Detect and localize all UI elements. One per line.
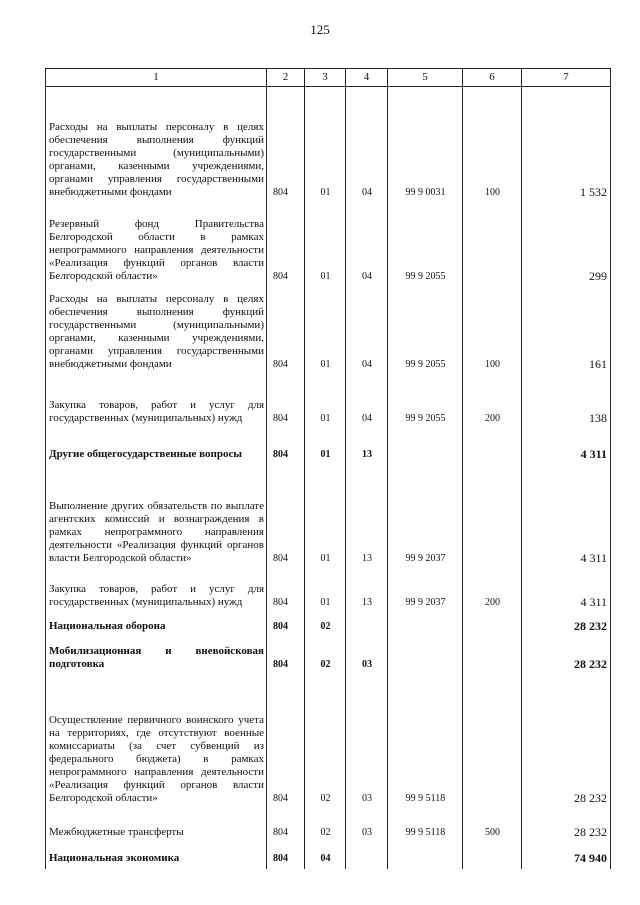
amount-cell: 28 232 — [522, 613, 611, 637]
row-name-cell: Закупка товаров, работ и услуг для государственных (муниципальных) нужд — [46, 375, 267, 429]
row-name-cell: Мобилизационная и вневойсковая подготовка — [46, 637, 267, 675]
subsection-code-cell: 04 — [346, 203, 388, 287]
expense-type-code-cell — [463, 675, 522, 809]
ved-code-cell: 804 — [267, 569, 305, 613]
table-row — [46, 569, 611, 613]
target-item-code-cell — [388, 843, 463, 869]
section-code-cell: 01 — [305, 569, 346, 613]
target-item-code-cell: 99 9 5118 — [388, 809, 463, 843]
header-cell: 2 — [267, 69, 305, 87]
ved-code-cell: 804 — [267, 203, 305, 287]
ved-code-cell: 804 — [267, 287, 305, 375]
ved-code-cell: 804 — [267, 843, 305, 869]
header-cell: 1 — [46, 69, 267, 87]
amount-cell: 161 — [522, 287, 611, 375]
row-name-cell: Осуществление первичного воинского учета на территориях, где отсутствуют военные комиссариаты (за счет субвенций из федерального бюджета) в рамках непрограммного направления деятельности «Реализация функций органов власти Белгородской области» — [46, 675, 267, 809]
row-name-cell: Резервный фонд Правительства Белгородской области в рамках непрограммного направления деятельности «Реализация функций органов власти Белгородской области» — [46, 203, 267, 287]
expense-type-code-cell: 200 — [463, 375, 522, 429]
amount-cell: 138 — [522, 375, 611, 429]
expense-type-code-cell: 200 — [463, 569, 522, 613]
section-code-cell: 01 — [305, 429, 346, 465]
header-cell: 3 — [305, 69, 346, 87]
subsection-code-cell — [346, 613, 388, 637]
expense-type-code-cell — [463, 465, 522, 569]
ved-code-cell: 804 — [267, 809, 305, 843]
subsection-code-cell: 03 — [346, 637, 388, 675]
subsection-code-cell: 03 — [346, 675, 388, 809]
row-name-cell: Выполнение других обязательств по выплате агентских комиссий и вознаграждения в рамках непрограммного направления деятельности «Реализация функций органов власти Белгородской области» — [46, 465, 267, 569]
expense-type-code-cell — [463, 429, 522, 465]
subsection-code-cell: 04 — [346, 87, 388, 203]
ved-code-cell: 804 — [267, 465, 305, 569]
ved-code-cell: 804 — [267, 375, 305, 429]
table-row — [46, 429, 611, 465]
subsection-code-cell: 13 — [346, 465, 388, 569]
expense-type-code-cell: 500 — [463, 809, 522, 843]
table-row — [46, 675, 611, 809]
subsection-code-cell — [346, 843, 388, 869]
row-name-cell: Расходы на выплаты персоналу в целях обеспечения выполнения функций государственными (муниципальными) органами, казенными учреждениями, органами управления государственными внебюджетными фондами — [46, 87, 267, 203]
expense-type-code-cell — [463, 203, 522, 287]
target-item-code-cell — [388, 613, 463, 637]
expense-type-code-cell — [463, 637, 522, 675]
row-name-cell: Национальная экономика — [46, 843, 267, 869]
table-row — [46, 87, 611, 203]
table-row — [46, 843, 611, 869]
table-row — [46, 203, 611, 287]
table-row — [46, 613, 611, 637]
section-code-cell: 01 — [305, 465, 346, 569]
row-name-cell: Национальная оборона — [46, 613, 267, 637]
target-item-code-cell: 99 9 2037 — [388, 569, 463, 613]
expense-type-code-cell — [463, 843, 522, 869]
table-row — [46, 287, 611, 375]
amount-cell: 28 232 — [522, 809, 611, 843]
ved-code-cell: 804 — [267, 613, 305, 637]
ved-code-cell: 804 — [267, 675, 305, 809]
row-name-cell: Другие общегосударственные вопросы — [46, 429, 267, 465]
amount-cell: 4 311 — [522, 569, 611, 613]
target-item-code-cell: 99 9 2055 — [388, 203, 463, 287]
expense-type-code-cell — [463, 613, 522, 637]
ved-code-cell: 804 — [267, 429, 305, 465]
section-code-cell: 01 — [305, 203, 346, 287]
target-item-code-cell: 99 9 2055 — [388, 375, 463, 429]
section-code-cell: 02 — [305, 637, 346, 675]
section-code-cell: 01 — [305, 287, 346, 375]
expense-type-code-cell: 100 — [463, 87, 522, 203]
amount-cell: 4 311 — [522, 465, 611, 569]
subsection-code-cell: 04 — [346, 375, 388, 429]
subsection-code-cell: 13 — [346, 429, 388, 465]
ved-code-cell: 804 — [267, 637, 305, 675]
section-code-cell: 04 — [305, 843, 346, 869]
page-number: 125 — [310, 22, 330, 37]
subsection-code-cell: 03 — [346, 809, 388, 843]
header-cell: 6 — [463, 69, 522, 87]
header-cell: 4 — [346, 69, 388, 87]
section-code-cell: 02 — [305, 675, 346, 809]
target-item-code-cell: 99 9 2037 — [388, 465, 463, 569]
table-row — [46, 375, 611, 429]
section-code-cell: 02 — [305, 613, 346, 637]
header-cell: 7 — [522, 69, 611, 87]
header-cell: 5 — [388, 69, 463, 87]
ved-code-cell: 804 — [267, 87, 305, 203]
target-item-code-cell: 99 9 0031 — [388, 87, 463, 203]
section-code-cell: 01 — [305, 375, 346, 429]
target-item-code-cell — [388, 429, 463, 465]
section-code-cell: 02 — [305, 809, 346, 843]
target-item-code-cell: 99 9 2055 — [388, 287, 463, 375]
table-row — [46, 637, 611, 675]
budget-table — [45, 68, 611, 869]
target-item-code-cell — [388, 637, 463, 675]
amount-cell: 1 532 — [522, 87, 611, 203]
header-row — [46, 69, 611, 87]
amount-cell: 28 232 — [522, 637, 611, 675]
row-name-cell: Расходы на выплаты персоналу в целях обеспечения выполнения функций государственными (муниципальными) органами, казенными учреждениями, органами управления государственными внебюджетными фондами — [46, 287, 267, 375]
amount-cell: 74 940 — [522, 843, 611, 869]
row-name-cell: Закупка товаров, работ и услуг для государственных (муниципальных) нужд — [46, 569, 267, 613]
amount-cell: 28 232 — [522, 675, 611, 809]
amount-cell: 4 311 — [522, 429, 611, 465]
table-row — [46, 465, 611, 569]
subsection-code-cell: 04 — [346, 287, 388, 375]
target-item-code-cell: 99 9 5118 — [388, 675, 463, 809]
section-code-cell: 01 — [305, 87, 346, 203]
table-row — [46, 809, 611, 843]
expense-type-code-cell: 100 — [463, 287, 522, 375]
amount-cell: 299 — [522, 203, 611, 287]
subsection-code-cell: 13 — [346, 569, 388, 613]
row-name-cell: Межбюджетные трансферты — [46, 809, 267, 843]
